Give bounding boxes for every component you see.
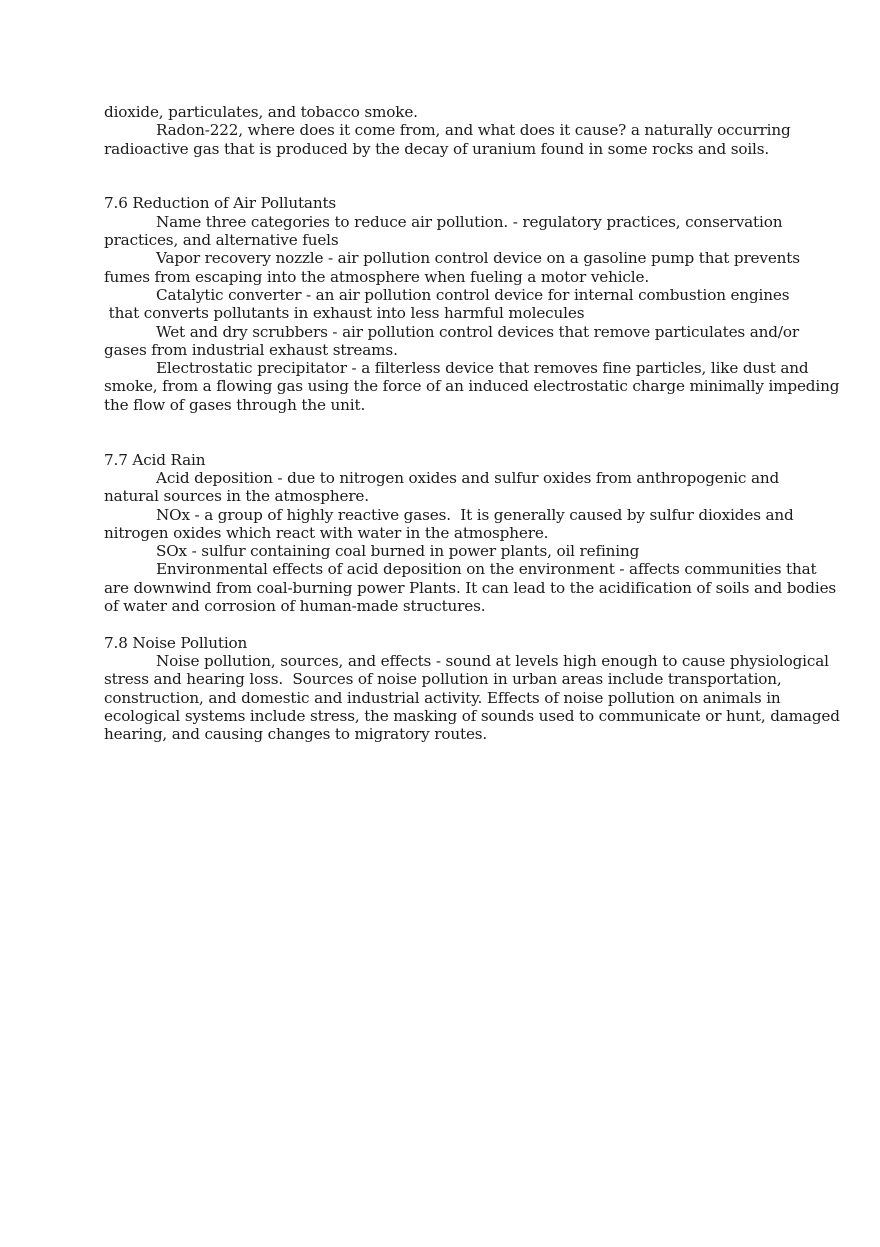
text-line: that converts pollutants in exhaust into less harmful molecules [104,304,585,323]
text-line: gases from industrial exhaust streams. [104,340,398,359]
text-line: Electrostatic precipitator - a filterless device that removes fine particles, like dust and [156,359,809,378]
text-line: NOx - a group of highly reactive gases. It is generally caused by sulfur dioxides and [156,505,794,524]
blank-line [104,176,782,194]
text-line: Radon-222, where does it come from, and what does it cause? a naturally occurring [156,121,791,140]
section-heading: 7.8 Noise Pollution [104,633,248,652]
text-line: construction, and domestic and industrial activity. Effects of noise pollution on animals in [104,688,781,707]
text-line: practices, and alternative fuels [104,231,339,250]
text-line: the flow of gases through the unit. [104,395,366,414]
blank-line [104,615,782,633]
section-heading: 7.7 Acid Rain [104,450,206,469]
text-line: hearing, and causing changes to migratory routes. [104,725,488,744]
text-line: smoke, from a flowing gas using the force of an induced electrostatic charge minimally impeding [104,377,840,396]
text-line: Wet and dry scrubbers - air pollution control devices that remove particulates and/or [156,322,799,341]
text-line: natural sources in the atmosphere. [104,487,369,506]
text-line: Vapor recovery nozzle - air pollution control device on a gasoline pump that prevents [156,249,800,268]
text-line: of water and corrosion of human-made structures. [104,597,486,616]
blank-line [104,158,782,176]
blank-line [104,414,782,432]
text-line: nitrogen oxides which react with water in the atmosphere. [104,523,549,542]
text-line: ecological systems include stress, the masking of sounds used to communicate or hunt, damaged [104,706,840,725]
text-line: dioxide, particulates, and tobacco smoke. [104,103,418,121]
text-line: Noise pollution, sources, and effects - sound at levels high enough to cause physiological [156,651,829,670]
text-line: SOx - sulfur containing coal burned in power plants, oil refining [156,542,640,561]
text-line: Catalytic converter - an air pollution control device for internal combustion engines [156,285,790,304]
blank-line [104,432,782,450]
text-line: Name three categories to reduce air pollution. - regulatory practices, conservation [156,212,783,231]
text-line: Environmental effects of acid deposition on the environment - affects communities that [156,560,817,579]
text-line: Acid deposition - due to nitrogen oxides and sulfur oxides from anthropogenic and [156,468,780,487]
text-line: are downwind from coal-burning power Plants. It can lead to the acidification of soils and bodies [104,578,837,597]
text-line: stress and hearing loss. Sources of noise pollution in urban areas include transportation, [104,670,782,689]
section-heading: 7.6 Reduction of Air Pollutants [104,194,337,213]
text-line: fumes from escaping into the atmosphere when fueling a motor vehicle. [104,267,650,286]
text-line: radioactive gas that is produced by the decay of uranium found in some rocks and soils. [104,139,770,158]
